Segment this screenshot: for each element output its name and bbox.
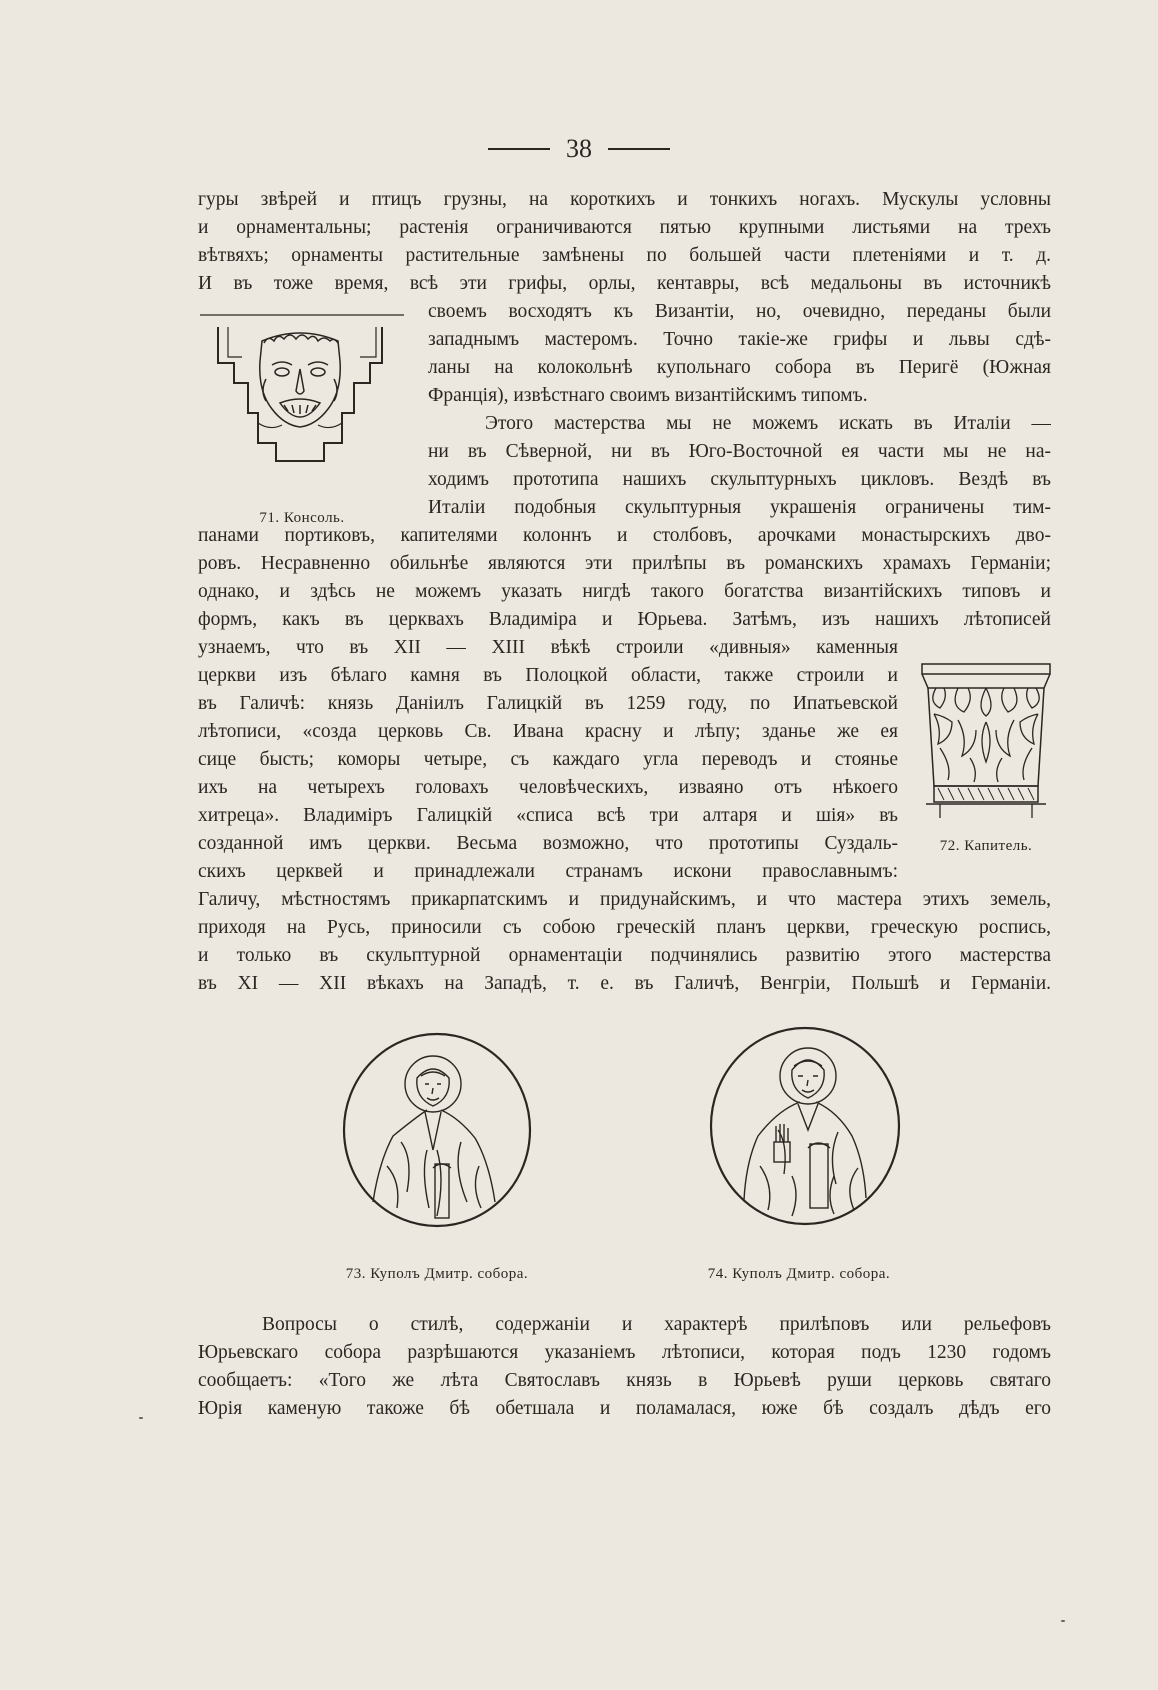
text-line: въ Галичѣ: князь Даніилъ Галицкій въ 1259 году, по Ипатьевской: [198, 693, 898, 714]
text-line: ровъ. Несравненно обильнѣе являются эти прилѣпы въ романскихъ храмахъ Германіи;: [198, 553, 1051, 574]
figure-medallion-73: [341, 1032, 533, 1228]
text-line: и орнаментальны; растенія ограничиваются пятью крупными листьями на трехъ: [198, 217, 1051, 238]
text-line: хитреца». Владиміръ Галицкій «списа всѣ три алтаря и шія» въ: [198, 805, 898, 826]
text-line: въ XI — XII вѣкахъ на Западѣ, т. е. въ Галичѣ, Венгріи, Польшѣ и Германіи.: [198, 973, 1051, 994]
header-rule-left: [488, 148, 550, 150]
text-line: Италіи подобныя скульптурныя украшенія ограничены тим-: [428, 497, 1051, 518]
saint-medallion-illustration: [708, 1026, 902, 1226]
page-number-header: [0, 134, 1158, 164]
figure-caption-72: 72. Капитель.: [939, 838, 1033, 854]
text-line: Юрьевскаго собора разрѣшаются указаніемъ лѣтописи, которая подъ 1230 годомъ: [198, 1342, 1051, 1363]
text-line: ни въ Сѣверной, ни въ Юго-Восточной ея части мы не на-: [428, 441, 1051, 462]
text-line: Вопросы о стилѣ, содержаніи и характерѣ прилѣповъ или рельефовъ: [262, 1314, 1051, 1335]
text-line: ланы на колокольнѣ купольнаго собора въ Перигё (Южная: [428, 357, 1051, 378]
text-line: вѣтвяхъ; орнаменты растительные замѣнены по большей части плетеніями и т. д.: [198, 245, 1051, 266]
text-line: и только въ скульптурной орнаментаціи подчинялись развитію этого мастерства: [198, 945, 1051, 966]
text-line: формъ, какъ въ церквахъ Владиміра и Юрьева. Затѣмъ, изъ нашихъ лѣтописей: [198, 609, 1051, 630]
text-line: Галичу, мѣстностямъ прикарпатскимъ и придунайскимъ, и что мастера этихъ земель,: [198, 889, 1051, 910]
text-line: лѣтописи, «созда церковь Св. Ивана красну и лѣпу; зданье же ея: [198, 721, 898, 742]
text-line: скихъ церквей и принадлежали странамъ искони православнымъ:: [198, 861, 898, 882]
text-line: западнымъ мастеромъ. Точно такіе-же грифы и львы сдѣ-: [428, 329, 1051, 350]
text-line: сице бысть; коморы четыре, съ каждаго угла переводъ и стоянье: [198, 749, 898, 770]
text-line: церкви изъ бѣлаго камня въ Полоцкой области, также строили и: [198, 665, 898, 686]
margin-speck: [1061, 1620, 1065, 1622]
text-line: сообщаетъ: «Того же лѣта Святославъ князь в Юрьевѣ руши церковь святаго: [198, 1370, 1051, 1391]
text-line: однако, и здѣсь не можемъ указать нигдѣ такого богатства византійскихъ типовъ и: [198, 581, 1051, 602]
text-line: созданной имъ церкви. Весьма возможно, что прототипы Суздаль-: [198, 833, 898, 854]
console-illustration: [200, 313, 404, 493]
text-line: Юрія каменую такоже бѣ обетшала и поламалася, юже бѣ создалъ дѣдъ его: [198, 1398, 1051, 1419]
text-line: приходя на Русь, приносили съ собою греческій планъ церкви, греческую роспись,: [198, 917, 1051, 938]
capital-illustration: [918, 658, 1054, 822]
saint-medallion-illustration: [341, 1032, 533, 1228]
figure-capital: [918, 658, 1054, 822]
text-line: Этого мастерства мы не можемъ искать въ Италіи —: [485, 413, 1051, 434]
page-number: 38: [566, 134, 592, 163]
text-line: ихъ на четырехъ головахъ человѣческихъ, изваяно отъ нѣкоего: [198, 777, 898, 798]
text-line: панами портиковъ, капителями колоннъ и столбовъ, арочками монастырскихъ дво-: [198, 525, 1051, 546]
figure-caption-74: 74. Куполъ Дмитр. собора.: [707, 1266, 891, 1282]
text-line: гуры звѣрей и птицъ грузны, на короткихъ и тонкихъ ногахъ. Мускулы условны: [198, 189, 1051, 210]
text-line: своемъ восходятъ къ Византіи, но, очевидно, переданы были: [428, 301, 1051, 322]
text-line: И въ тоже время, всѣ эти грифы, орлы, кентавры, всѣ медальоны въ источникѣ: [198, 273, 1051, 294]
figure-medallion-74: [708, 1026, 902, 1226]
figure-caption-71: 71. Консоль.: [259, 510, 345, 526]
text-line: ходимъ прототипа нашихъ скульптурныхъ цикловъ. Вездѣ въ: [428, 469, 1051, 490]
figure-console: [200, 313, 404, 493]
text-line: узнаемъ, что въ XII — XIII вѣкѣ строили «дивныя» каменныя: [198, 637, 898, 658]
margin-speck: [139, 1417, 143, 1419]
figure-caption-73: 73. Куполъ Дмитр. собора.: [345, 1266, 529, 1282]
header-rule-right: [608, 148, 670, 150]
text-line: Франція), извѣстнаго своимъ византійскимъ типомъ.: [428, 385, 868, 406]
